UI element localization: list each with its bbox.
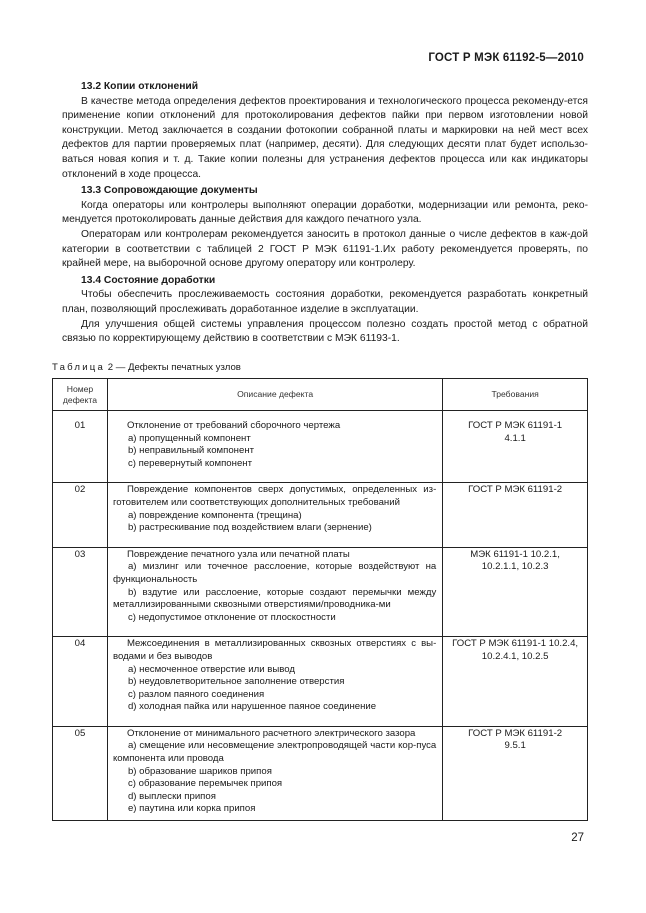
row-spacer [53,628,588,637]
defect-number-cell: 01 [53,419,108,474]
defect-item: c) перевернутый компонент [127,457,252,469]
defects-table [52,378,588,821]
defect-title: Отклонение от требований сборочного чертежа [126,420,341,431]
column-header-number: Номер дефекта [53,379,108,411]
paragraph: Чтобы обеспечить прослеживаемость состояния доработки, рекомендуется разработать конкретный план, позволяющий прослеживать доработанное изделие в эксплуатации. [62,289,588,315]
table-body [53,411,588,821]
defect-item: a) несмоченное отверстие или вывод [127,663,295,675]
defect-item: b) неудовлетворительное заполнение отверстия [127,676,345,688]
spacer-cell [53,474,108,483]
defect-item: b) неправильный компонент [127,445,255,457]
spacer-cell [53,539,108,548]
table-caption-title: — Дефекты печатных узлов [115,362,241,373]
defect-item: d) холодная пайка или нарушенное паяное соединение [127,701,377,713]
defect-item: b) образование шариков припоя [127,765,272,777]
spacer-cell [443,411,588,420]
document-code-header: ГОСТ Р МЭК 61192-5—2010 [428,52,584,64]
defect-item: a) мизлинг или точечное расслоение, которые воздействуют на функциональность [112,561,437,585]
defect-title: Межсоединения в металлизированных сквозных отверстиях с вы-водами и без выводов [112,638,437,662]
table-row [53,483,588,539]
requirement-reference: ГОСТ Р МЭК 61191-1 10.2.4, [452,638,579,650]
table-row [53,637,588,718]
defect-item: b) растрескивание под воздействием влаги (зернение) [127,522,372,534]
table-caption-label: Таблица [52,362,106,373]
spacer-cell [107,474,442,483]
requirement-reference: 10.2.4.1, 10.2.5 [481,650,549,662]
defect-item: a) повреждение компонента (трещина) [127,509,302,521]
spacer-cell [107,628,442,637]
requirements-cell [443,637,588,718]
table-caption [52,362,241,373]
defect-item: e) паутина или корка припоя [127,803,256,815]
defect-item: c) разлом паяного соединения [127,688,265,700]
defect-title: Отклонение от минимального расчетного электрического зазора [126,727,416,739]
section-heading: 13.3 Сопровождающие документы [81,185,258,197]
table-row [53,726,588,820]
requirements-cell [443,726,588,820]
paragraph: Когда операторы или контролеры выполняют операции доработки, модернизации или ремонта, реко-мендуется протоколировать данные действия для каждого печатного узла. [62,199,588,226]
page-number: 27 [571,832,584,844]
column-header-requirements: Требования [443,379,588,411]
row-spacer [53,718,588,727]
defect-number-cell: 05 [53,726,108,820]
requirement-reference: 4.1.1 [504,432,526,444]
requirements-cell [443,547,588,628]
paragraph: Операторам или контролерам рекомендуется заносить в протокол данные о числе дефектов в каж-дой категории в соответствии с таблицей 2 ГОСТ Р МЭК 61191-1.Их работу рекомендуется проверять, по крайней мере, на выборочной основе другому оператору или контролеру. [62,228,588,270]
section-heading: 13.4 Состояние доработки [81,274,216,286]
body-text [62,80,588,347]
requirements-cell [443,483,588,539]
defect-description-cell [107,637,442,718]
spacer-cell [443,539,588,548]
defect-item: a) пропущенный компонент [127,432,251,444]
defect-description-cell [107,419,442,474]
table-caption-number: 2 [107,362,114,373]
spacer-cell [107,411,442,420]
section-heading: 13.2 Копии отклонений [81,81,199,92]
defect-description-cell [107,726,442,820]
requirements-cell [443,419,588,474]
table-row [53,419,588,474]
table-row [53,547,588,628]
defect-item: d) выплески припоя [127,790,216,802]
requirement-reference: 10.2.1.1, 10.2.3 [481,561,549,573]
defect-item: a) смещение или несовмещение электропроводящей части кор-пуса компонента или провода [112,740,437,765]
defect-number-cell: 02 [53,483,108,539]
defect-title: Повреждение компонентов сверх допустимых, определенных из-готовителем или соответствующих дополнительных требований [112,484,437,508]
defect-description-cell [107,483,442,539]
row-spacer [53,411,588,420]
spacer-cell [107,718,442,727]
paragraph: Для улучшения общей системы управления процессом полезно создать простой метод с обратной связью по корректирующему действию в соответствии с МЭК 61193-1. [62,318,588,345]
defect-title: Повреждение печатного узла или печатной платы [126,548,350,560]
paragraph: В качестве метода определения дефектов проектирования и технологического процесса рекоменду-ется применение копии отклонений для протоколирования дефектов пайки при первом изготовлении новой конструкции. Метод заключается в создании фотокопии собранной платы и маркировки на ней мест всех дефектов для партии проверяемых плат (например, десяти). Для следующих десяти плат будет использо-ваться новая копия и т. д. Такие копии полезны для устранения дефектов процесса или как индикаторы отклонений в ходе процесса. [62,95,588,180]
defect-number-cell: 03 [53,547,108,628]
requirement-reference: 9.5.1 [504,740,526,752]
defect-item: c) образование перемычек припоя [127,778,283,790]
row-spacer [53,539,588,548]
requirement-reference: ГОСТ Р МЭК 61191-2 [468,727,563,739]
requirement-reference: ГОСТ Р МЭК 61191-2 [468,484,563,496]
defect-item: c) недопустимое отклонение от плоскостности [127,611,336,623]
column-header-description: Описание дефекта [107,379,442,411]
row-spacer [53,474,588,483]
table-header-row [53,379,588,411]
requirement-reference: ГОСТ Р МЭК 61191-1 [468,420,563,431]
spacer-cell [53,411,108,420]
spacer-cell [443,474,588,483]
spacer-cell [53,628,108,637]
defect-item: b) вздутие или расслоение, которые создают перемычки между металлизированными сквозными отверстиями/проводника-ми [112,586,437,611]
defect-number-cell: 04 [53,637,108,718]
spacer-cell [443,718,588,727]
requirement-reference: МЭК 61191-1 10.2.1, [470,548,560,560]
spacer-cell [107,539,442,548]
spacer-cell [443,628,588,637]
spacer-cell [53,718,108,727]
defect-description-cell [107,547,442,628]
